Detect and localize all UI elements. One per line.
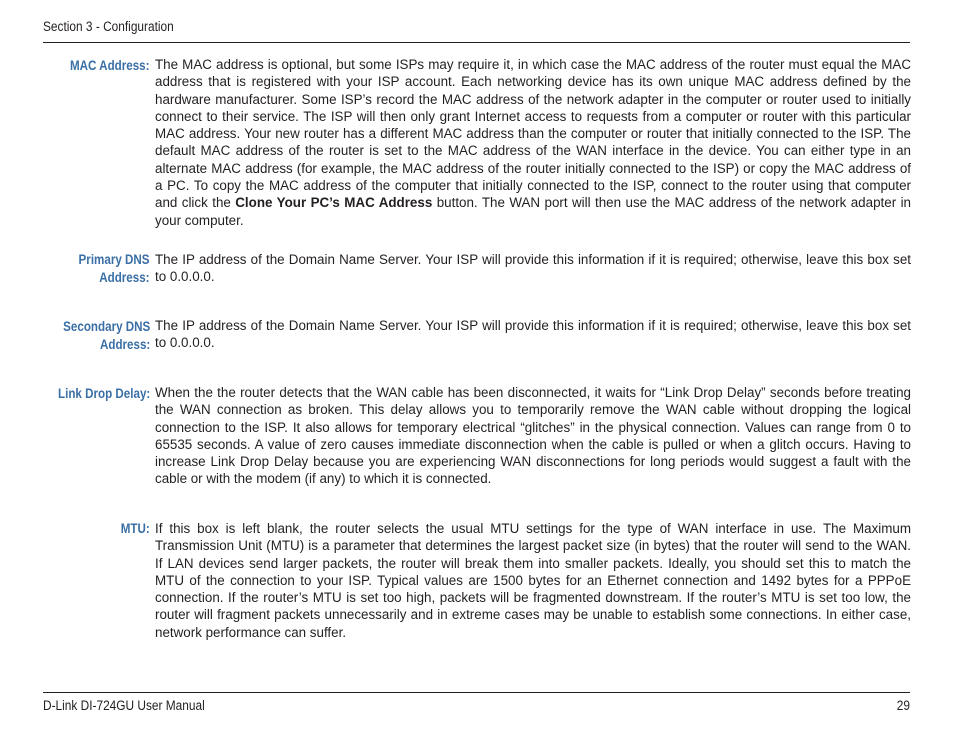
footer-manual-title: D-Link DI-724GU User Manual [43,698,205,713]
term-mtu [121,520,150,538]
section-header: Section 3 - Configuration [43,19,174,34]
term-line: Address: [99,336,150,352]
term-line: MTU: [120,521,150,536]
term-line: Primary DNS [79,252,150,267]
desc-mtu: If this box is left blank, the router selects the usual MTU settings for the type of WAN interface in use. The Maximum Transmission Unit (MTU) is a parameter that determines the largest packet size (in bytes) that the router will send to the WAN. If LAN devices send larger packets, the router will break them into smaller packets. Ideally, you should set this to match the MTU of the connection to your ISP. Typical values are 1500 bytes for an Ethernet connection and 1492 bytes for a PPPoE connection. If the router’s MTU is set too high, packets will be fragmented downstream. If the router’s MTU is set too low, the router will fragment packets unnecessarily and in extreme cases may be unable to establish some connections. In either case, network performance can suffer. [155,521,911,640]
desc-link-drop-delay: When the the router detects that the WAN cable has been disconnected, it waits for “Link Drop Delay” seconds before treating the WAN connection as broken. This delay allows you to temporarily remove the WAN cable without dropping the logical connection to the ISP. It also allows for temporary electrical “glitches” in the physical connection. Values can range from 0 to 65535 seconds. A value of zero causes immediate disconnection when the cable is pulled or when a glitch occurs. Having to increase Link Drop Delay because you are experiencing WAN disconnections for long periods would suggest a fault with the cable or with the modem (if any) to which it is connected. [155,385,911,487]
term-link-drop-delay [58,385,150,403]
desc-primary-dns: The IP address of the Domain Name Server. Your ISP will provide this information if it is required; otherwise, leave this box set to 0.0.0.0. [155,252,911,285]
clone-mac-label: Clone Your PC’s MAC Address [235,195,433,211]
footer-divider [43,692,910,693]
desc-mac-address [155,56,911,229]
term-secondary-dns [63,318,150,353]
desc-text: The MAC address is optional, but some ISPs may require it, in which case the MAC address of the router must equal the MAC address that is registered with your ISP account. Each networking device has its own unique MAC address defined by the hardware manufacturer. Some ISP’s record the MAC address of the network adapter in the computer or router used to initially connect to their service. The ISP will then only grant Internet access to requests from a computer or router with this particular MAC address. Your new router has a different MAC address than the computer or router that initially connected to the ISP. The default MAC address of the router is set to the MAC address of the WAN interface in the device. You can either type in an alternate MAC address (for example, the MAC address of the router initially connected to the ISP) or copy the MAC address of a PC. To copy the MAC address of the computer that initially connected to the ISP, connect to the router using that computer and click the [155,57,911,211]
desc-secondary-dns: The IP address of the Domain Name Server. Your ISP will provide this information if it is required; otherwise, leave this box set to 0.0.0.0. [155,318,911,351]
term-mac-address [70,57,150,75]
term-primary-dns [79,251,150,286]
term-line: Secondary DNS [62,319,150,334]
header-divider [43,42,910,43]
term-line: Address: [99,269,150,285]
page-number: 29 [896,698,910,713]
term-line: MAC Address: [70,58,150,73]
term-line: Link Drop Delay: [57,386,150,401]
desc-text: button. The WAN port will then use the MAC address of the network adapter in your computer. [155,195,911,228]
